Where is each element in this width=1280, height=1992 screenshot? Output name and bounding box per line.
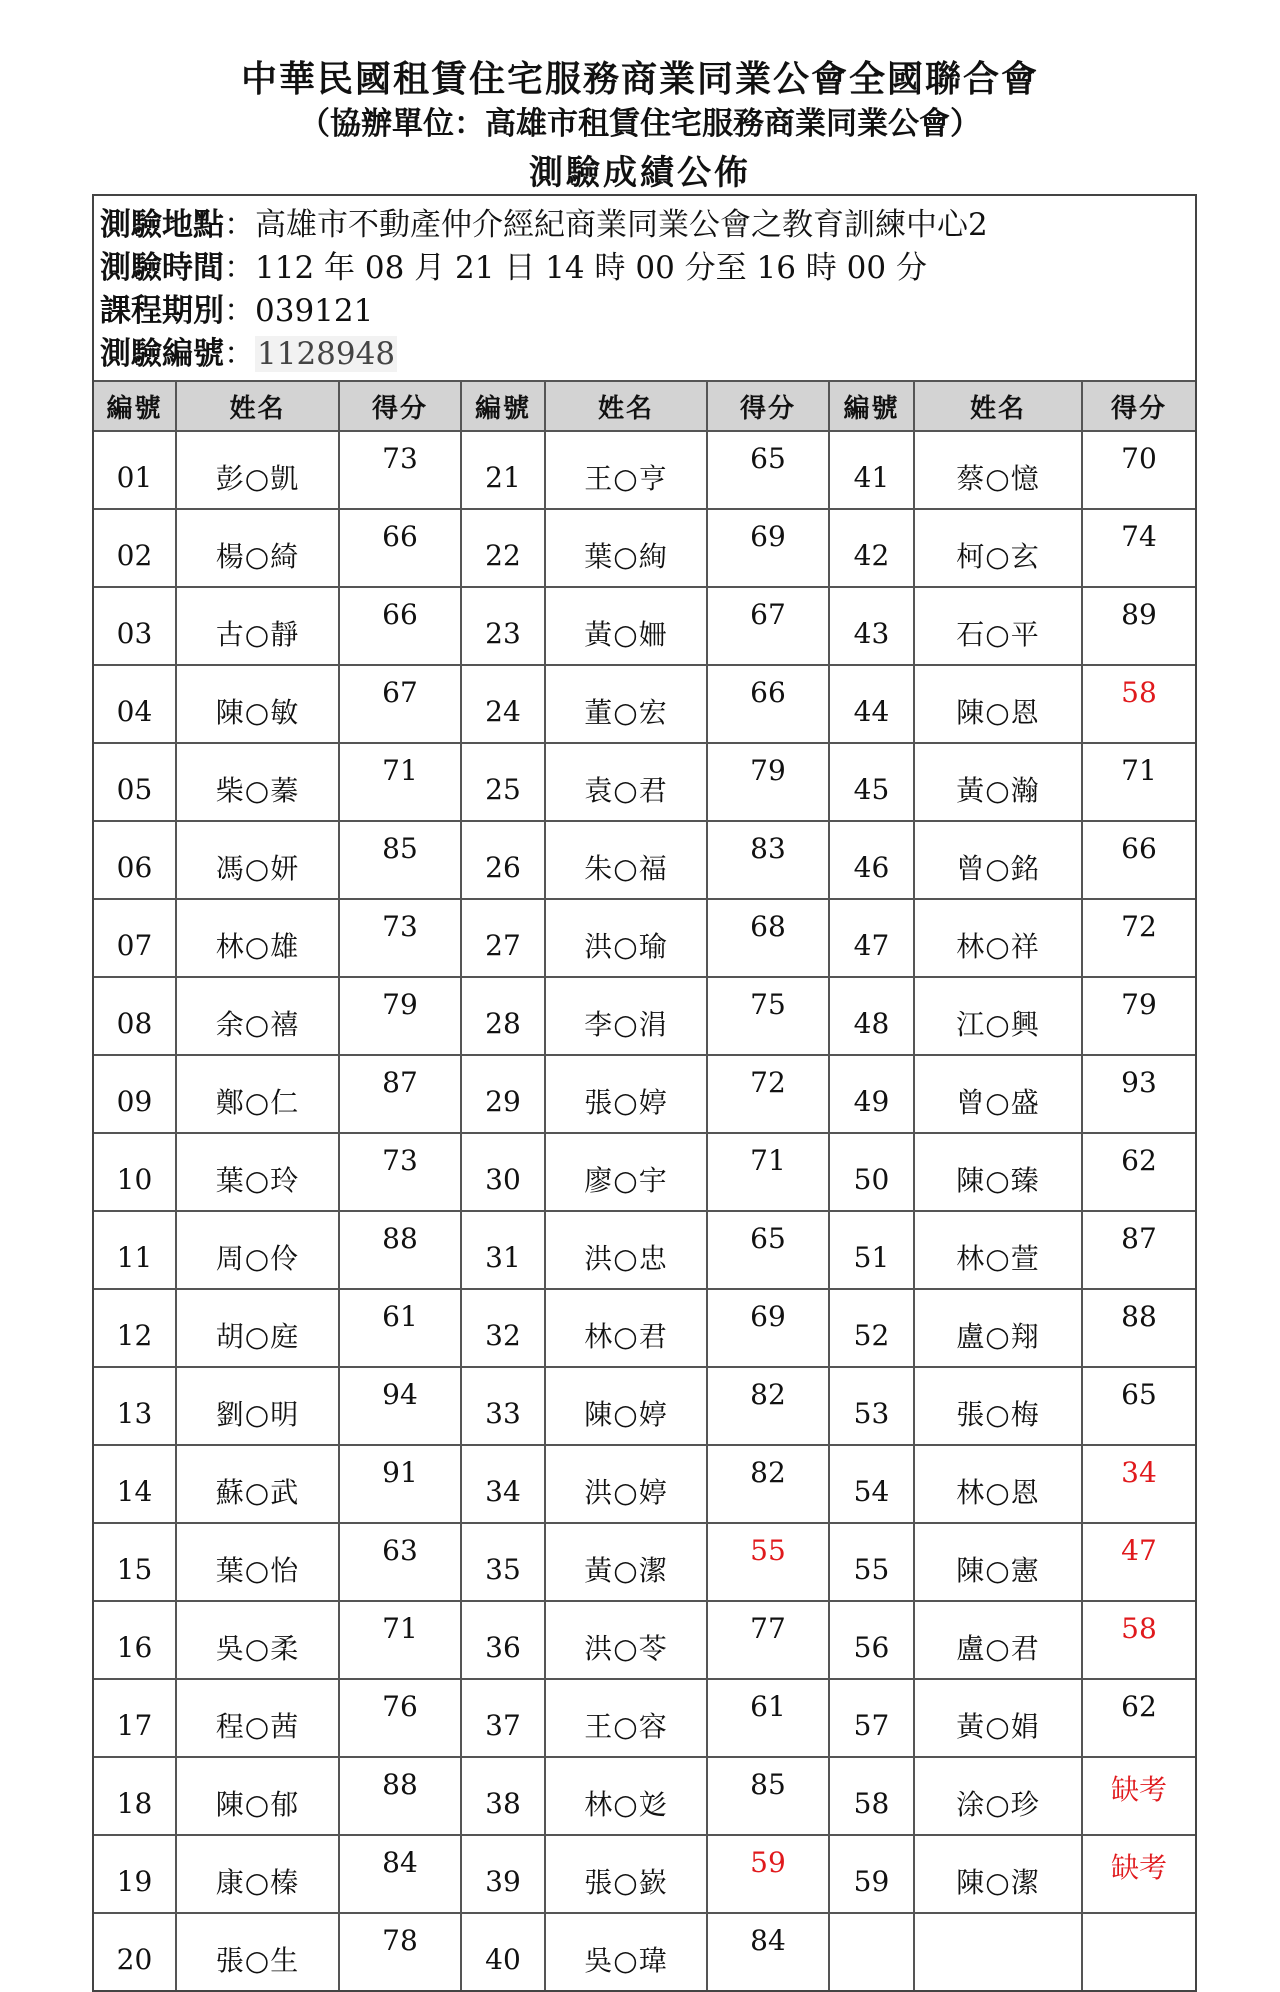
cell-id: 52	[829, 1289, 914, 1367]
cell-id: 50	[829, 1133, 914, 1211]
cell-score: 94	[339, 1367, 461, 1445]
column-header-name-3: 姓名	[914, 381, 1082, 431]
cell-id: 33	[461, 1367, 545, 1445]
cell-id: 03	[94, 587, 176, 665]
cell-score: 87	[1082, 1211, 1195, 1289]
cell-score: 62	[1082, 1133, 1195, 1211]
cell-score: 73	[339, 899, 461, 977]
column-header-id-2: 編號	[461, 381, 545, 431]
cell-score: 71	[339, 743, 461, 821]
cell-name: 洪○婷	[545, 1445, 707, 1523]
cell-name: 葉○怡	[176, 1523, 339, 1601]
cell-id: 01	[94, 431, 176, 509]
cell-score: 83	[707, 821, 829, 899]
table-row	[94, 977, 1195, 1055]
cell-id: 21	[461, 431, 545, 509]
cell-score: 66	[339, 509, 461, 587]
cell-name: 張○梅	[914, 1367, 1082, 1445]
cell-id: 15	[94, 1523, 176, 1601]
info-location-value: 高雄市不動產仲介經紀商業同業公會之教育訓練中心2	[255, 207, 988, 243]
cell-id: 24	[461, 665, 545, 743]
table-row	[94, 1445, 1195, 1523]
cell-name: 程○茜	[176, 1679, 339, 1757]
cell-id: 13	[94, 1367, 176, 1445]
column-header-name-2: 姓名	[545, 381, 707, 431]
info-time: 測驗時間：112 年 08 月 21 日 14 時 00 分至 16 時 00 分	[100, 250, 927, 286]
cell-id: 55	[829, 1523, 914, 1601]
cell-id: 14	[94, 1445, 176, 1523]
cell-score: 72	[1082, 899, 1195, 977]
document-subtitle: （協辦單位：高雄市租賃住宅服務商業同業公會）	[299, 106, 981, 142]
cell-name: 陳○臻	[914, 1133, 1082, 1211]
cell-score: 65	[707, 431, 829, 509]
cell-id: 54	[829, 1445, 914, 1523]
cell-name: 林○祥	[914, 899, 1082, 977]
cell-score: 71	[707, 1133, 829, 1211]
cell-name: 柯○玄	[914, 509, 1082, 587]
cell-name: 黃○瀚	[914, 743, 1082, 821]
cell-name: 蔡○憶	[914, 431, 1082, 509]
cell-name: 洪○瑜	[545, 899, 707, 977]
cell-id	[829, 1913, 914, 1990]
cell-score: 71	[1082, 743, 1195, 821]
table-row	[94, 743, 1195, 821]
cell-score: 93	[1082, 1055, 1195, 1133]
cell-score: 88	[339, 1757, 461, 1835]
cell-name	[914, 1913, 1082, 1990]
cell-score-failing: 47	[1082, 1523, 1195, 1601]
cell-id: 59	[829, 1835, 914, 1913]
cell-name: 林○彣	[545, 1757, 707, 1835]
cell-id: 04	[94, 665, 176, 743]
cell-name: 余○禧	[176, 977, 339, 1055]
table-row	[94, 1289, 1195, 1367]
cell-name: 江○興	[914, 977, 1082, 1055]
cell-score-failing: 55	[707, 1523, 829, 1601]
cell-score: 78	[339, 1913, 461, 1990]
cell-id: 58	[829, 1757, 914, 1835]
cell-score: 89	[1082, 587, 1195, 665]
document-heading: 測驗成績公佈	[529, 153, 751, 193]
cell-id: 35	[461, 1523, 545, 1601]
cell-name: 胡○庭	[176, 1289, 339, 1367]
cell-score-failing: 58	[1082, 1601, 1195, 1679]
column-header-score-3: 得分	[1082, 381, 1195, 431]
cell-id: 09	[94, 1055, 176, 1133]
document-header	[0, 56, 1280, 198]
cell-score: 72	[707, 1055, 829, 1133]
column-header-id-3: 編號	[829, 381, 914, 431]
table-row	[94, 899, 1195, 977]
cell-score: 75	[707, 977, 829, 1055]
cell-score: 68	[707, 899, 829, 977]
cell-name: 黃○姍	[545, 587, 707, 665]
table-row	[94, 665, 1195, 743]
cell-id: 19	[94, 1835, 176, 1913]
cell-name: 董○宏	[545, 665, 707, 743]
cell-id: 48	[829, 977, 914, 1055]
cell-id: 16	[94, 1601, 176, 1679]
cell-id: 26	[461, 821, 545, 899]
cell-id: 25	[461, 743, 545, 821]
cell-score: 66	[1082, 821, 1195, 899]
cell-name: 曾○銘	[914, 821, 1082, 899]
column-header-score-2: 得分	[707, 381, 829, 431]
cell-name: 彭○凱	[176, 431, 339, 509]
info-exam-value: 1128948	[257, 336, 396, 372]
cell-name: 楊○綺	[176, 509, 339, 587]
cell-score: 61	[339, 1289, 461, 1367]
cell-id: 08	[94, 977, 176, 1055]
cell-score: 61	[707, 1679, 829, 1757]
cell-score: 69	[707, 1289, 829, 1367]
cell-name: 廖○宇	[545, 1133, 707, 1211]
cell-name: 袁○君	[545, 743, 707, 821]
cell-id: 18	[94, 1757, 176, 1835]
cell-id: 07	[94, 899, 176, 977]
cell-id: 42	[829, 509, 914, 587]
document-title: 中華民國租賃住宅服務商業同業公會全國聯合會	[240, 58, 1039, 100]
cell-score: 67	[707, 587, 829, 665]
cell-id: 27	[461, 899, 545, 977]
cell-id: 29	[461, 1055, 545, 1133]
cell-score: 91	[339, 1445, 461, 1523]
cell-id: 20	[94, 1913, 176, 1990]
cell-score-failing: 34	[1082, 1445, 1195, 1523]
cell-id: 44	[829, 665, 914, 743]
cell-score: 84	[339, 1835, 461, 1913]
table-row	[94, 1757, 1195, 1835]
cell-score: 62	[1082, 1679, 1195, 1757]
table-row	[94, 1835, 1195, 1913]
cell-name: 曾○盛	[914, 1055, 1082, 1133]
cell-name: 黃○娟	[914, 1679, 1082, 1757]
cell-name: 林○雄	[176, 899, 339, 977]
cell-name: 葉○絢	[545, 509, 707, 587]
cell-name: 陳○婷	[545, 1367, 707, 1445]
info-course: 課程期別：039121	[100, 293, 374, 329]
cell-name: 石○平	[914, 587, 1082, 665]
cell-id: 23	[461, 587, 545, 665]
cell-name: 洪○忠	[545, 1211, 707, 1289]
cell-score: 84	[707, 1913, 829, 1990]
cell-name: 洪○苓	[545, 1601, 707, 1679]
table-row	[94, 1211, 1195, 1289]
cell-name: 朱○福	[545, 821, 707, 899]
cell-score: 66	[707, 665, 829, 743]
info-location: 測驗地點：高雄市不動產仲介經紀商業同業公會之教育訓練中心2	[100, 207, 988, 243]
cell-score: 65	[707, 1211, 829, 1289]
info-time-value: 112 年 08 月 21 日 14 時 00 分至 16 時 00 分	[255, 250, 927, 286]
cell-name: 張○生	[176, 1913, 339, 1990]
cell-id: 32	[461, 1289, 545, 1367]
table-row	[94, 1055, 1195, 1133]
cell-id: 05	[94, 743, 176, 821]
cell-score: 69	[707, 509, 829, 587]
cell-name: 王○亨	[545, 431, 707, 509]
cell-name: 周○伶	[176, 1211, 339, 1289]
cell-id: 56	[829, 1601, 914, 1679]
cell-name: 張○嶔	[545, 1835, 707, 1913]
cell-id: 02	[94, 509, 176, 587]
cell-score: 82	[707, 1445, 829, 1523]
cell-id: 06	[94, 821, 176, 899]
cell-name: 王○容	[545, 1679, 707, 1757]
cell-name: 盧○翔	[914, 1289, 1082, 1367]
cell-id: 49	[829, 1055, 914, 1133]
cell-name: 劉○明	[176, 1367, 339, 1445]
cell-score: 79	[339, 977, 461, 1055]
info-exam: 測驗編號：1128948	[100, 336, 396, 372]
info-location-label: 測驗地點	[100, 207, 224, 243]
cell-id: 40	[461, 1913, 545, 1990]
info-time-label: 測驗時間	[100, 250, 224, 286]
score-table	[94, 380, 1195, 1990]
cell-score-failing: 缺考	[1082, 1757, 1195, 1835]
cell-name: 陳○敏	[176, 665, 339, 743]
cell-score: 88	[1082, 1289, 1195, 1367]
cell-name: 林○萱	[914, 1211, 1082, 1289]
table-row	[94, 1367, 1195, 1445]
cell-name: 盧○君	[914, 1601, 1082, 1679]
info-course-label: 課程期別	[100, 293, 224, 329]
info-exam-label: 測驗編號	[100, 336, 224, 372]
cell-name: 古○靜	[176, 587, 339, 665]
cell-id: 11	[94, 1211, 176, 1289]
cell-id: 53	[829, 1367, 914, 1445]
table-row	[94, 509, 1195, 587]
cell-score: 70	[1082, 431, 1195, 509]
table-row	[94, 1913, 1195, 1990]
cell-name: 林○君	[545, 1289, 707, 1367]
table-row	[94, 1523, 1195, 1601]
cell-name: 葉○玲	[176, 1133, 339, 1211]
table-row	[94, 587, 1195, 665]
cell-id: 37	[461, 1679, 545, 1757]
cell-score: 85	[339, 821, 461, 899]
table-row	[94, 1679, 1195, 1757]
cell-id: 36	[461, 1601, 545, 1679]
cell-score: 65	[1082, 1367, 1195, 1445]
column-header-score-1: 得分	[339, 381, 461, 431]
table-row	[94, 431, 1195, 509]
cell-score: 87	[339, 1055, 461, 1133]
info-course-value: 039121	[255, 293, 374, 329]
cell-id: 46	[829, 821, 914, 899]
cell-id: 17	[94, 1679, 176, 1757]
cell-score: 79	[1082, 977, 1195, 1055]
cell-id: 28	[461, 977, 545, 1055]
table-row	[94, 1133, 1195, 1211]
cell-name: 柴○蓁	[176, 743, 339, 821]
cell-id: 12	[94, 1289, 176, 1367]
cell-name: 黃○潔	[545, 1523, 707, 1601]
cell-score-failing: 缺考	[1082, 1835, 1195, 1913]
cell-name: 陳○憲	[914, 1523, 1082, 1601]
cell-id: 34	[461, 1445, 545, 1523]
cell-id: 51	[829, 1211, 914, 1289]
cell-score	[1082, 1913, 1195, 1990]
table-header-row	[94, 381, 1195, 431]
cell-score: 71	[339, 1601, 461, 1679]
table-row	[94, 1601, 1195, 1679]
cell-id: 22	[461, 509, 545, 587]
cell-score: 82	[707, 1367, 829, 1445]
cell-score: 79	[707, 743, 829, 821]
cell-id: 57	[829, 1679, 914, 1757]
table-body	[94, 431, 1195, 1990]
cell-score: 73	[339, 1133, 461, 1211]
cell-id: 43	[829, 587, 914, 665]
cell-id: 39	[461, 1835, 545, 1913]
cell-name: 涂○珍	[914, 1757, 1082, 1835]
cell-score: 73	[339, 431, 461, 509]
cell-id: 38	[461, 1757, 545, 1835]
cell-id: 45	[829, 743, 914, 821]
table-row	[94, 821, 1195, 899]
cell-score: 85	[707, 1757, 829, 1835]
cell-score: 74	[1082, 509, 1195, 587]
cell-name: 陳○郁	[176, 1757, 339, 1835]
cell-name: 李○涓	[545, 977, 707, 1055]
cell-id: 47	[829, 899, 914, 977]
cell-name: 吳○柔	[176, 1601, 339, 1679]
cell-score: 66	[339, 587, 461, 665]
results-sheet	[92, 194, 1197, 1992]
cell-id: 10	[94, 1133, 176, 1211]
cell-name: 陳○恩	[914, 665, 1082, 743]
cell-id: 41	[829, 431, 914, 509]
cell-name: 鄭○仁	[176, 1055, 339, 1133]
cell-score: 88	[339, 1211, 461, 1289]
cell-name: 陳○潔	[914, 1835, 1082, 1913]
exam-info	[94, 196, 1195, 380]
cell-name: 吳○瑋	[545, 1913, 707, 1990]
column-header-id-1: 編號	[94, 381, 176, 431]
cell-name: 張○婷	[545, 1055, 707, 1133]
cell-score: 67	[339, 665, 461, 743]
cell-score: 76	[339, 1679, 461, 1757]
cell-name: 蘇○武	[176, 1445, 339, 1523]
cell-score-failing: 58	[1082, 665, 1195, 743]
cell-name: 康○榛	[176, 1835, 339, 1913]
cell-score-failing: 59	[707, 1835, 829, 1913]
cell-name: 馮○妍	[176, 821, 339, 899]
cell-score: 77	[707, 1601, 829, 1679]
cell-name: 林○恩	[914, 1445, 1082, 1523]
cell-score: 63	[339, 1523, 461, 1601]
cell-id: 30	[461, 1133, 545, 1211]
column-header-name-1: 姓名	[176, 381, 339, 431]
cell-id: 31	[461, 1211, 545, 1289]
